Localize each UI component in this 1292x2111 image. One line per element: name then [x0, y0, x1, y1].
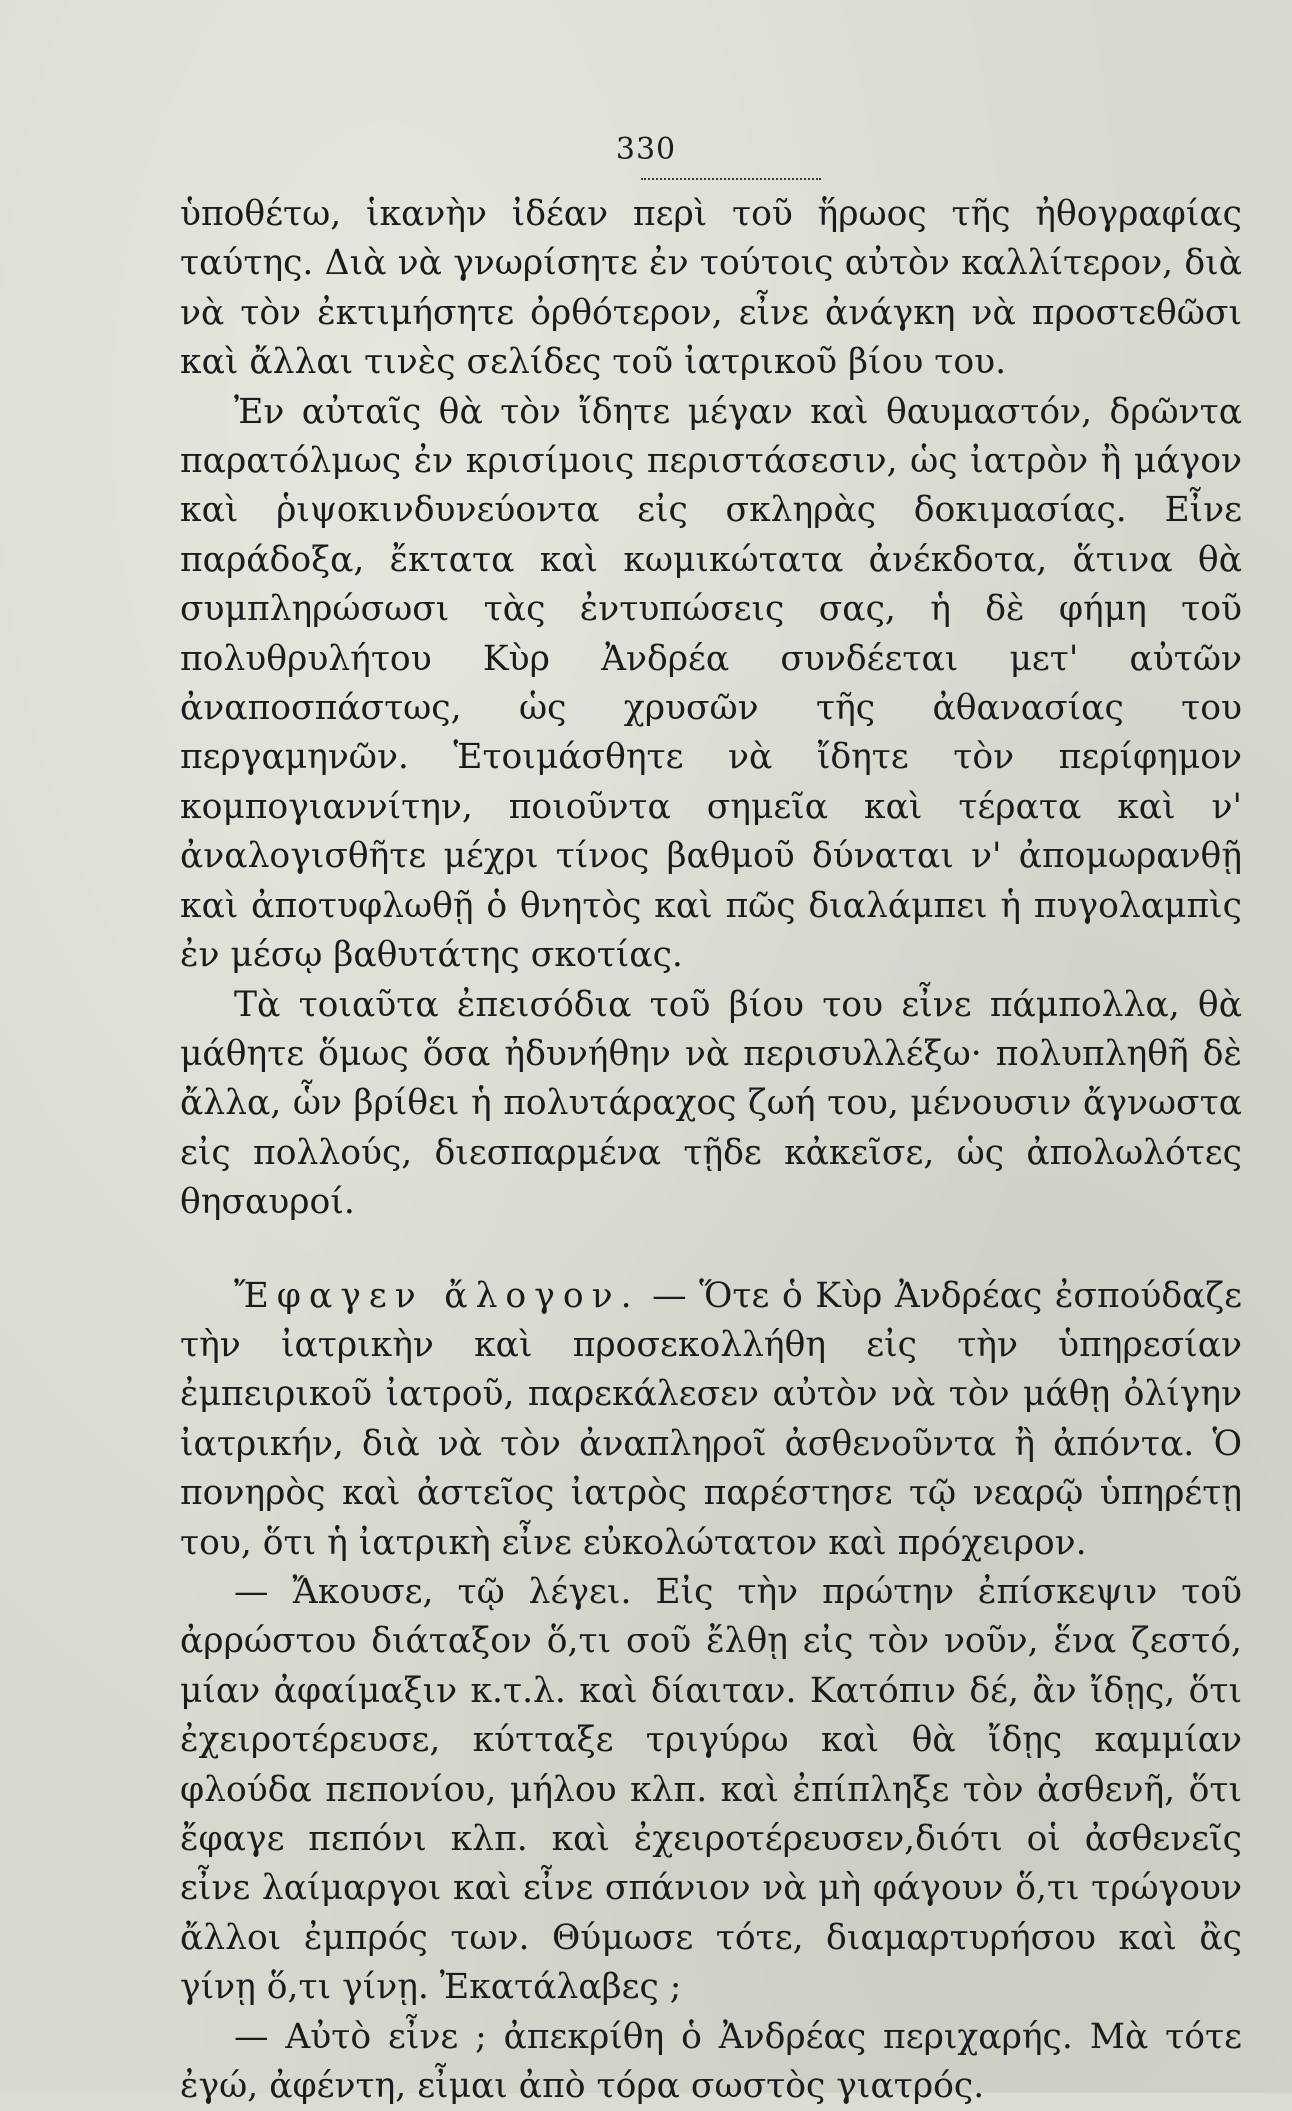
paragraph-stories: Τὰ τοιαῦτα ἐπεισόδια τοῦ βίου του εἶνε πάμπολλα, θὰ μάθητε ὅμως ὅσα ἠδυνήθην νὰ περισυλλέξω· πολυπληθῆ δὲ ἄλλα, ὧν βρίθει ἡ πολυτάραχος ζωή του, μένουσιν ἄγνωστα εἰς πολλούς, διεσπαρμένα τῇδε κἀκεῖσε, ὡς ἀπολωλότες θησαυροί. [180, 984, 1242, 1223]
dialogue-andreas: — Αὐτὸ εἶνε ; ἀπεκρίθη ὁ Ἀνδρέας περιχαρής. Μὰ τότε ἐγώ, ἀφέντη, εἶμαι ἀπὸ τόρα σωστὸς γιατρός. [180, 2016, 1242, 2107]
page-number-underline [641, 174, 821, 180]
section-anecdote [180, 1272, 1242, 1568]
section-text: — Ὅτε ὁ Κὺρ Ἀνδρέας ἐσπούδαζε τὴν ἰατρικὴν καὶ προσεκολλήθη εἰς τὴν ὑπηρεσίαν ἐμπειρικοῦ ἰατροῦ, παρεκάλεσεν αὐτὸν νὰ τὸν μάθῃ ὀλίγην ἰατρικήν, διὰ νὰ τὸν ἀναπληροῖ ἀσθενοῦντα ἢ ἀπόντα. Ὁ πονηρὸς καὶ ἀστεῖος ἰατρὸς παρέστησε τῷ νεαρῷ ὑπηρέτῃ του, ὅτι ἡ ἰατρικὴ εἶνε εὐκολώτατον καὶ πρόχειρον. [180, 1275, 1243, 1563]
section-title: Ἔφαγεν ἄλογον. [234, 1275, 640, 1316]
paragraph-continuation: ὑποθέτω, ἱκανὴν ἰδέαν περὶ τοῦ ἥρωος τῆς ἠθογραφίας ταύτης. Διὰ νὰ γνωρίσητε ἐν τούτοις αὐτὸν καλλίτερον, διὰ νὰ τὸν ἐκτιμήσητε ὀρθότερον, εἶνε ἀνάγκη νὰ προστεθῶσι καὶ ἄλλαι τινὲς σελίδες τοῦ ἰατρικοῦ βίου του. [180, 194, 1242, 383]
dialogue-doctor: — Ἄκουσε, τῷ λέγει. Εἰς τὴν πρώτην ἐπίσκεψιν τοῦ ἀρρώστου διάταξον ὅ,τι σοῦ ἔλθῃ εἰς τὸν νοῦν, ἕνα ζεστό, μίαν ἀφαίμαξιν κ.τ.λ. καὶ δίαιταν. Κατόπιν δέ, ἂν ἴδῃς, ὅτι ἐχειροτέρευσε, κύτταξε τριγύρω καὶ θὰ ἴδῃς καμμίαν φλούδα πεπονίου, μήλου κλπ. καὶ ἐπίπληξε τὸν ἀσθενῆ, ὅτι ἔφαγε πεπόνι κλπ. καὶ ἐχειροτέρευσεν,διότι οἱ ἀσθενεῖς εἶνε λαίμαργοι καὶ εἶνε σπάνιον νὰ μὴ φάγουν ὅ,τι τρώγουν ἄλλοι ἐμπρός των. Θύμωσε τότε, διαμαρτυρήσου καὶ ἂς γίνῃ ὅ,τι γίνῃ. Ἐκατάλαβες ; [180, 1571, 1242, 2008]
body-text [180, 190, 1242, 2111]
paragraph-episodes: Ἐν αὐταῖς θὰ τὸν ἴδητε μέγαν καὶ θαυμαστόν, δρῶντα παρατόλμως ἐν κρισίμοις περιστάσεσιν, ὡς ἰατρὸν ἢ μάγον καὶ ῥιψοκινδυνεύοντα εἰς σκληρὰς δοκιμασίας. Εἶνε παράδοξα, ἔκτατα καὶ κωμικώτατα ἀνέκδοτα, ἅτινα θὰ συμπληρώσωσι τὰς ἐντυπώσεις σας, ἡ δὲ φήμη τοῦ πολυθρυλήτου Κὺρ Ἀνδρέα συνδέεται μετ' αὐτῶν ἀναποσπάστως, ὡς χρυσῶν τῆς ἀθανασίας του περγαμηνῶν. Ἑτοιμάσθητε νὰ ἴδητε τὸν περίφημον κομπογιαννίτην, ποιοῦντα σημεῖα καὶ τέρατα καὶ ν' ἀναλογισθῆτε μέχρι τίνος βαθμοῦ δύναται ν' ἀπομωρανθῇ καὶ ἀποτυφλωθῇ ὁ θνητὸς καὶ πῶς διαλάμπει ἡ πυγολαμπὶς ἐν μέσῳ βαθυτάτης σκοτίας. [180, 391, 1242, 976]
page-number: 330 [615, 132, 677, 167]
